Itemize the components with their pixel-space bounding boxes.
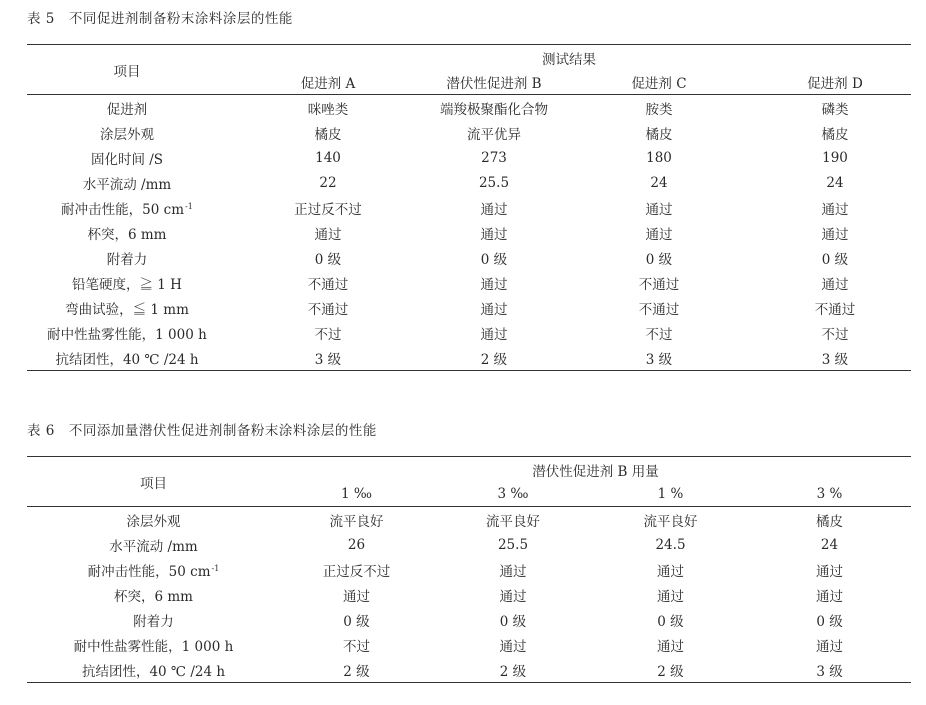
table-cell: 通过	[816, 588, 843, 605]
table-cell: 流平优异	[467, 126, 521, 143]
table-cell: 橘皮	[821, 126, 849, 143]
table-cell: 通过	[499, 563, 527, 580]
table-cell: 不过	[314, 326, 342, 343]
table-cell: 25.5	[478, 174, 510, 191]
table-cell: 通过	[480, 326, 508, 343]
table-cell: 不通过	[307, 301, 349, 318]
table-cell: 不过	[821, 326, 849, 343]
table-cell: 通过	[657, 563, 684, 580]
table6-col-header: 1 %	[593, 482, 748, 507]
table-cell: 胺类	[645, 101, 673, 118]
table-cell: 通过	[480, 301, 508, 318]
table-cell: 25.5	[497, 536, 529, 553]
table-cell: 不通过	[814, 301, 856, 318]
table-row	[27, 657, 911, 683]
row-label: 杯突，6 mm	[114, 588, 193, 605]
table5-item-header: 项目	[27, 45, 227, 95]
table-cell: 0 级	[657, 613, 684, 630]
table-cell: 不过	[645, 326, 673, 343]
row-label: 固化时间 /S	[90, 151, 164, 168]
table-cell: 0 级	[343, 613, 370, 630]
table-cell: 通过	[480, 201, 508, 218]
table6-body	[27, 507, 911, 683]
table-cell: 通过	[821, 276, 849, 293]
table-row	[27, 195, 911, 220]
row-label: 耐中性盐雾性能，1 000 h	[47, 326, 207, 343]
table6-item-header: 项目	[27, 457, 280, 507]
table-cell: 通过	[645, 201, 673, 218]
row-label: 抗结团性，40 ℃ /24 h	[27, 345, 227, 371]
row-label: 水平流动 /mm	[82, 176, 172, 193]
table6-col-header: 3 %	[748, 482, 911, 507]
table6-col-header: 3 ‰	[433, 482, 593, 507]
row-label: 耐中性盐雾性能，1 000 h	[73, 638, 234, 655]
table-cell: 正过反不过	[294, 201, 362, 218]
table-row	[27, 95, 911, 121]
table-cell: 24	[826, 174, 844, 191]
table-row	[27, 632, 911, 657]
row-label: 水平流动 /mm	[109, 538, 198, 555]
table-row	[27, 295, 911, 320]
row-label: 涂层外观	[126, 513, 181, 530]
row-label: 附着力	[133, 613, 174, 630]
table-cell: 0 级	[314, 251, 342, 268]
table-cell: 正过反不过	[322, 563, 391, 580]
row-label: 附着力	[106, 251, 148, 268]
table-cell: 2 级	[593, 657, 748, 683]
table-cell: 0 级	[499, 613, 527, 630]
table-cell: 通过	[499, 588, 527, 605]
table-cell: 端羧极聚酯化合物	[440, 101, 548, 118]
row-label: 耐冲击性能，50 $cm^{-1}$	[61, 201, 193, 218]
table-cell: 26	[347, 536, 366, 553]
table-row	[27, 557, 911, 582]
table-cell: 通过	[314, 226, 342, 243]
table-cell: 不通过	[638, 276, 680, 293]
table-cell: 0 级	[816, 613, 843, 630]
table-row	[27, 170, 911, 195]
table-cell: 通过	[816, 563, 843, 580]
table-cell: 0 级	[821, 251, 849, 268]
row-label: 耐冲击性能，50 $cm^{-1}$	[87, 563, 220, 580]
table-row	[27, 245, 911, 270]
table-row	[27, 220, 911, 245]
table-cell: 不通过	[638, 301, 680, 318]
table-cell: 橘皮	[314, 126, 342, 143]
table-cell: 不通过	[307, 276, 349, 293]
table-row	[27, 507, 911, 533]
table5-body	[27, 95, 911, 371]
table-cell: 通过	[821, 226, 849, 243]
table5	[27, 44, 911, 371]
table-cell: 140	[315, 149, 341, 166]
table-cell: 24	[650, 174, 668, 191]
table-cell: 273	[481, 149, 507, 166]
table-cell: 180	[646, 149, 672, 166]
table-cell: 通过	[499, 638, 527, 655]
row-label: 促进剂	[106, 101, 148, 118]
table-row	[27, 270, 911, 295]
table5-caption: 表 5 不同促进剂制备粉末涂料涂层的性能	[27, 11, 293, 27]
table5-col-header: 促进剂 D	[759, 70, 911, 95]
table-row	[27, 532, 911, 557]
table-cell: 磷类	[821, 101, 849, 118]
table-cell: 通过	[343, 588, 370, 605]
table-cell: 3 级	[227, 345, 429, 371]
table-row	[27, 582, 911, 607]
table6-group-header: 潜伏性促进剂 B 用量	[280, 457, 911, 483]
table-cell: 0 级	[480, 251, 508, 268]
table-cell: 通过	[657, 588, 684, 605]
table-cell: 通过	[480, 226, 508, 243]
table5-col-header: 潜伏性促进剂 B	[429, 70, 559, 95]
table-cell: 咪唑类	[307, 101, 349, 118]
table-cell: 24.5	[655, 536, 686, 553]
table6-caption: 表 6 不同添加量潜伏性促进剂制备粉末涂料涂层的性能	[27, 423, 377, 439]
table5-col-header: 促进剂 A	[227, 70, 429, 95]
table-cell: 2 级	[429, 345, 559, 371]
table-cell: 通过	[816, 638, 843, 655]
table-cell: 流平良好	[329, 513, 384, 530]
table-cell: 22	[319, 174, 337, 191]
table-cell: 24	[820, 536, 839, 553]
table-cell: 2 级	[280, 657, 433, 683]
table6-col-header: 1 ‰	[280, 482, 433, 507]
row-label: 抗结团性，40 ℃ /24 h	[27, 657, 280, 683]
table-cell: 流平良好	[643, 513, 698, 530]
table-cell: 通过	[821, 201, 849, 218]
table-row	[27, 607, 911, 632]
table-cell: 190	[822, 149, 848, 166]
table-cell: 3 级	[559, 345, 759, 371]
row-label: 涂层外观	[100, 126, 154, 143]
table6	[27, 456, 911, 683]
table-row	[27, 320, 911, 345]
table-cell: 橘皮	[816, 513, 843, 530]
table-row	[27, 345, 911, 371]
table-cell: 3 级	[748, 657, 911, 683]
table-cell: 通过	[657, 638, 684, 655]
table-cell: 2 级	[433, 657, 593, 683]
table5-col-header: 促进剂 C	[559, 70, 759, 95]
row-label: 铅笔硬度，≧ 1 H	[72, 276, 182, 293]
table-row	[27, 145, 911, 170]
row-label: 弯曲试验，≦ 1 mm	[65, 301, 189, 318]
table-cell: 橘皮	[645, 126, 673, 143]
row-label: 杯突，6 mm	[87, 226, 167, 243]
table-cell: 通过	[645, 226, 673, 243]
table-cell: 不过	[343, 638, 370, 655]
table-row	[27, 120, 911, 145]
table-cell: 0 级	[645, 251, 673, 268]
table-cell: 通过	[480, 276, 508, 293]
table5-group-header: 测试结果	[227, 45, 911, 71]
table-cell: 流平良好	[486, 513, 540, 530]
table-cell: 3 级	[759, 345, 911, 371]
